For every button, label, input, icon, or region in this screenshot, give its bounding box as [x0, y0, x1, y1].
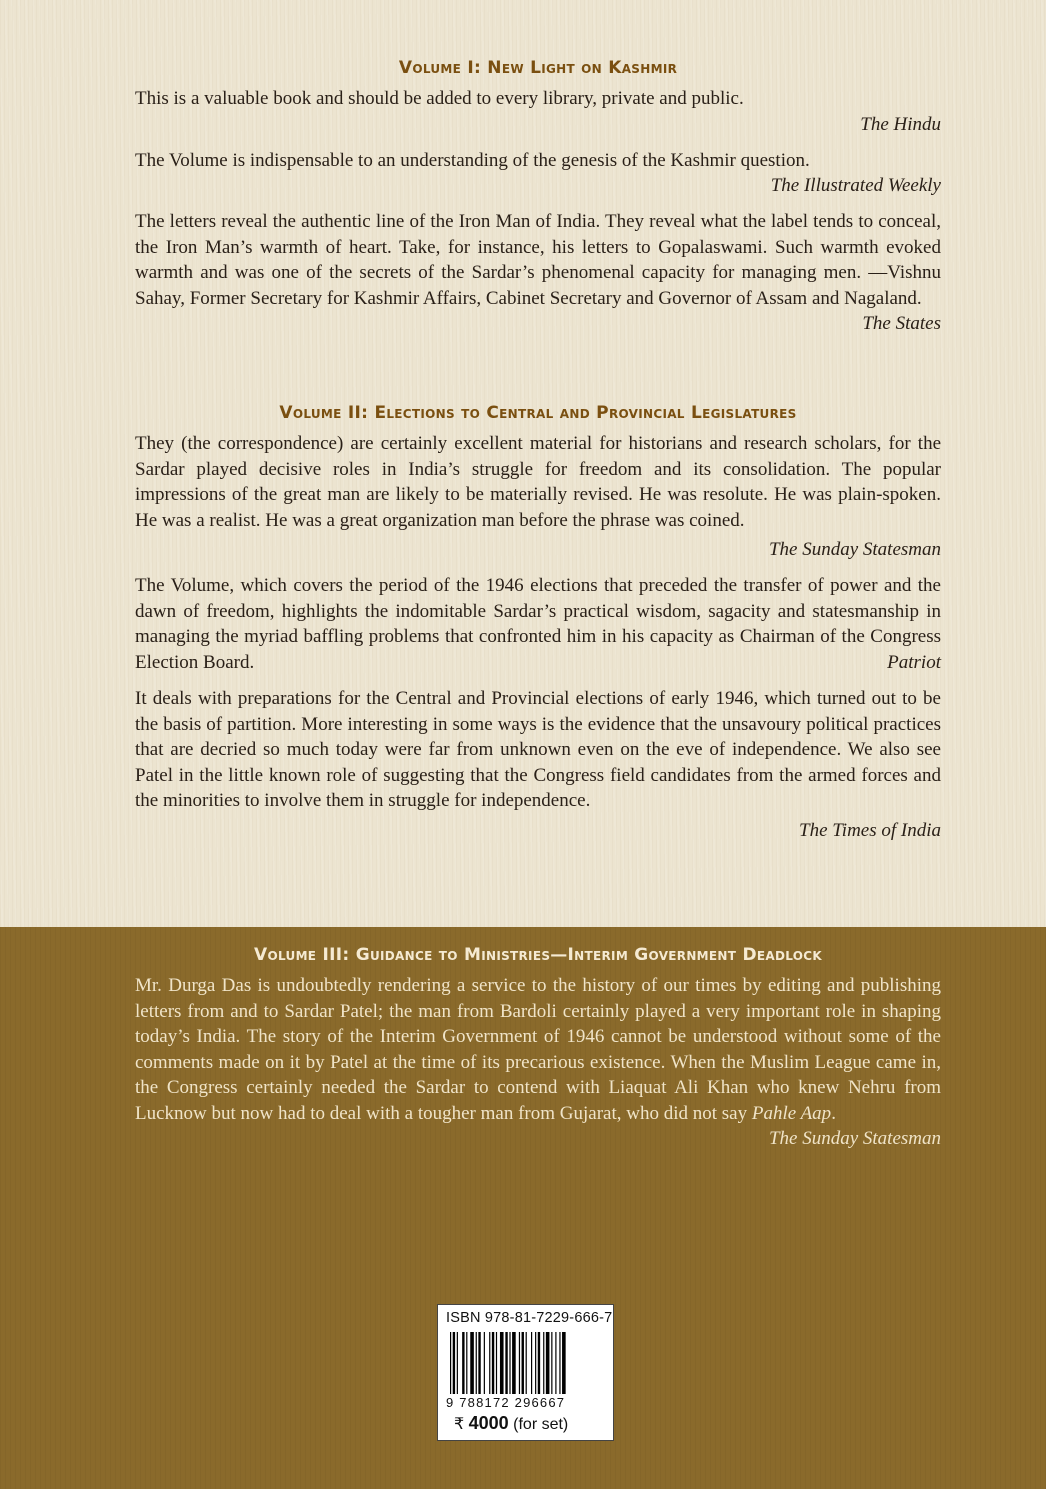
- quote-text: [135, 573, 941, 675]
- quote-text: They (the correspondence) are certainly excellent material for historians and research scholars, for the Sardar played decisive roles in India’s struggle for freedom and its consolidation. The popular impressions of the great man are likely to be materially revised. He was resolute. He was plain-spoken. He was a realist. He was a great organization man before the phrase was coined.: [135, 433, 941, 531]
- volume-1-heading: Volume I: New Light on Kashmir: [398, 58, 678, 78]
- quote-text: [135, 973, 941, 1126]
- quote-text: The letters reveal the authentic line of the Iron Man of India. They reveal what the label tends to conceal, the Iron Man’s warmth of heart. Take, for instance, his letters to Gopalaswami. Such warmth evoked warmth and was one of the secrets of the Sardar’s phenomenal capacity for managing men. —Vishnu Sahay, Former Secretary for Kashmir Affairs, Cabinet Secretary and Governor of Assam and Nagaland.: [135, 211, 941, 309]
- price-note: (for set): [513, 1416, 569, 1433]
- isbn-barcode-box: [437, 1304, 614, 1441]
- volume-2-section: [135, 403, 941, 843]
- volume-3-heading: Volume III: Guidance to Ministries—Interim Government Deadlock: [254, 945, 822, 965]
- quote-body: The Volume, which covers the period of the 1946 elections that preceded the transfer of power and the dawn of freedom, highlights the indomitable Sardar’s practical wisdom, sagacity and statesmanship in managing the myriad baffling problems that confronted him in his capacity as Chairman of the Congress Election Board.: [135, 575, 941, 673]
- barcode-image: [450, 1332, 602, 1394]
- quote-source: The States: [862, 313, 941, 334]
- quote-end: .: [831, 1102, 836, 1124]
- quote-source: Patriot: [887, 651, 941, 673]
- quote-source: The Times of India: [799, 819, 941, 841]
- quote-body: Mr. Durga Das is undoubtedly rendering a service to the history of our times by editing and publishing letters from and to Sardar Patel; the man from Bardoli certainly played a very important role in shaping today’s India. The story of the Interim Government of 1946 cannot be understood without some of the comments made on it by Patel at the time of its precarious existence. When the Muslim League came in, the Congress certainly needed the Sardar to contend with Liaquat Ali Khan who knew Nehru from Lucknow but now had to deal with a tougher man from Gujarat, who did not say: [135, 975, 941, 1124]
- quote-source: The Illustrated Weekly: [770, 175, 941, 196]
- quote-italic-phrase: Pahle Aap: [751, 1102, 832, 1124]
- quote-text: It deals with preparations for the Central and Provincial elections of early 1946, which turned out to be the basis of partition. More interesting in some ways is the evidence that the unsavoury political practices that are decried so much today were far from unknown even on the eve of independence. We also see Patel in the little known role of suggesting that the Congress field candidates from the armed forces and the minorities to involve them in struggle for independence.: [135, 688, 941, 811]
- quote-source: The Sunday Statesman: [768, 539, 941, 560]
- volume-2-heading: Volume II: Elections to Central and Provincial Legislatures: [279, 403, 797, 423]
- volume-1-section: [135, 58, 941, 336]
- price-amount: 4000: [468, 1413, 509, 1433]
- quote-source: The Sunday Statesman: [768, 1128, 941, 1149]
- volume-3-section: [135, 945, 941, 1151]
- rupee-symbol: ₹: [454, 1416, 465, 1433]
- quote-text: The Volume is indispensable to an understanding of the genesis of the Kashmir question.: [135, 149, 810, 171]
- isbn-number: ISBN 978-81-7229-666-7: [446, 1310, 613, 1326]
- price: [454, 1413, 568, 1434]
- quote-text: This is a valuable book and should be added to every library, private and public.: [135, 88, 744, 109]
- barcode-digits: 9 788172 296667: [446, 1395, 566, 1410]
- quote-source: The Hindu: [860, 113, 941, 135]
